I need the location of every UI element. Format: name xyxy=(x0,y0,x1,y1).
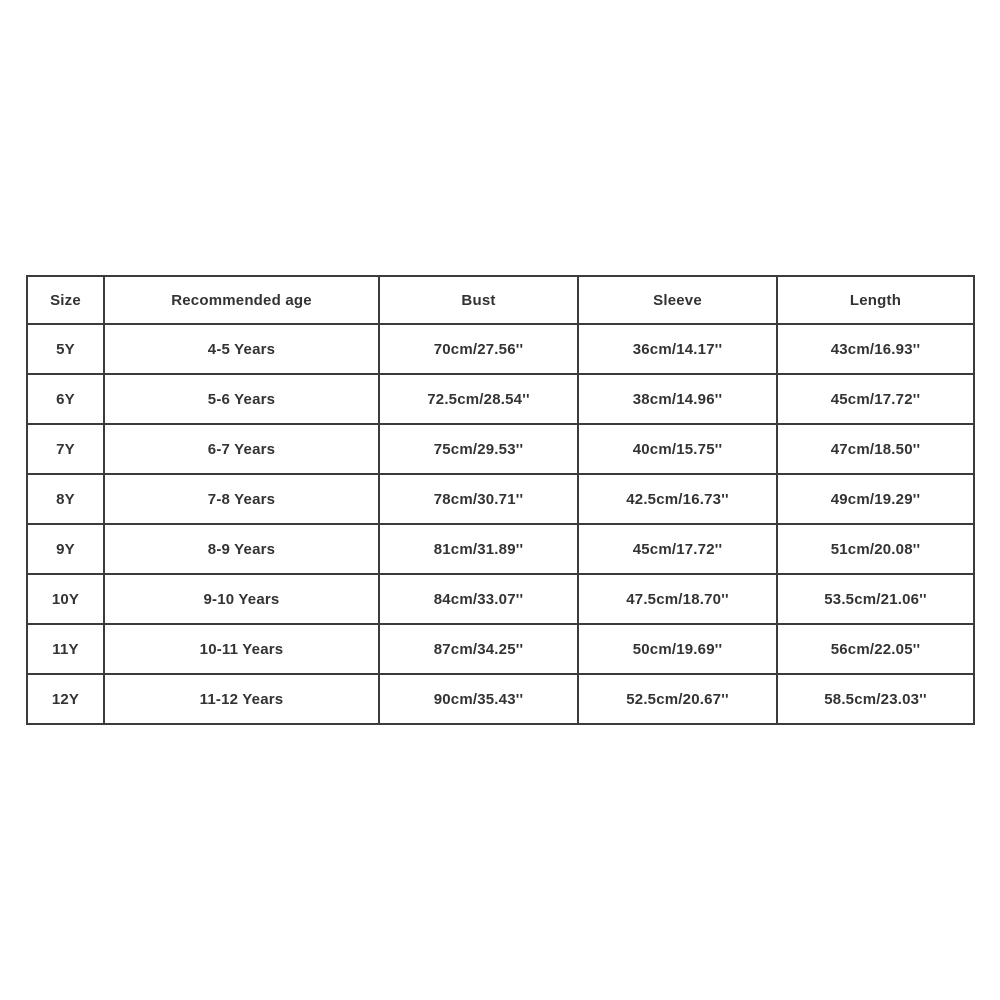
cell-size: 5Y xyxy=(27,324,104,374)
cell-age: 5-6 Years xyxy=(104,374,379,424)
table-row xyxy=(27,524,974,574)
cell-sleeve: 50cm/19.69'' xyxy=(578,624,777,674)
cell-size: 11Y xyxy=(27,624,104,674)
cell-length: 49cm/19.29'' xyxy=(777,474,974,524)
cell-age: 8-9 Years xyxy=(104,524,379,574)
cell-sleeve: 52.5cm/20.67'' xyxy=(578,674,777,724)
cell-sleeve: 38cm/14.96'' xyxy=(578,374,777,424)
cell-length: 56cm/22.05'' xyxy=(777,624,974,674)
cell-size: 12Y xyxy=(27,674,104,724)
cell-sleeve: 47.5cm/18.70'' xyxy=(578,574,777,624)
cell-length: 47cm/18.50'' xyxy=(777,424,974,474)
cell-size: 6Y xyxy=(27,374,104,424)
table-row xyxy=(27,674,974,724)
cell-age: 11-12 Years xyxy=(104,674,379,724)
cell-age: 4-5 Years xyxy=(104,324,379,374)
header-row xyxy=(27,276,974,324)
table-row xyxy=(27,474,974,524)
cell-age: 10-11 Years xyxy=(104,624,379,674)
cell-bust: 81cm/31.89'' xyxy=(379,524,578,574)
cell-size: 9Y xyxy=(27,524,104,574)
cell-size: 7Y xyxy=(27,424,104,474)
cell-sleeve: 40cm/15.75'' xyxy=(578,424,777,474)
cell-age: 9-10 Years xyxy=(104,574,379,624)
cell-bust: 70cm/27.56'' xyxy=(379,324,578,374)
table-row xyxy=(27,374,974,424)
cell-size: 10Y xyxy=(27,574,104,624)
table-row xyxy=(27,424,974,474)
cell-sleeve: 42.5cm/16.73'' xyxy=(578,474,777,524)
size-chart-table xyxy=(26,275,975,725)
cell-sleeve: 36cm/14.17'' xyxy=(578,324,777,374)
cell-size: 8Y xyxy=(27,474,104,524)
cell-bust: 78cm/30.71'' xyxy=(379,474,578,524)
column-header-bust: Bust xyxy=(379,276,578,324)
column-header-size: Size xyxy=(27,276,104,324)
cell-length: 45cm/17.72'' xyxy=(777,374,974,424)
table-row xyxy=(27,624,974,674)
cell-bust: 75cm/29.53'' xyxy=(379,424,578,474)
column-header-length: Length xyxy=(777,276,974,324)
table-row xyxy=(27,324,974,374)
cell-age: 6-7 Years xyxy=(104,424,379,474)
cell-bust: 90cm/35.43'' xyxy=(379,674,578,724)
cell-length: 43cm/16.93'' xyxy=(777,324,974,374)
cell-length: 58.5cm/23.03'' xyxy=(777,674,974,724)
cell-age: 7-8 Years xyxy=(104,474,379,524)
cell-bust: 84cm/33.07'' xyxy=(379,574,578,624)
column-header-sleeve: Sleeve xyxy=(578,276,777,324)
column-header-age: Recommended age xyxy=(104,276,379,324)
cell-sleeve: 45cm/17.72'' xyxy=(578,524,777,574)
cell-length: 51cm/20.08'' xyxy=(777,524,974,574)
cell-bust: 87cm/34.25'' xyxy=(379,624,578,674)
cell-bust: 72.5cm/28.54'' xyxy=(379,374,578,424)
table-row xyxy=(27,574,974,624)
cell-length: 53.5cm/21.06'' xyxy=(777,574,974,624)
